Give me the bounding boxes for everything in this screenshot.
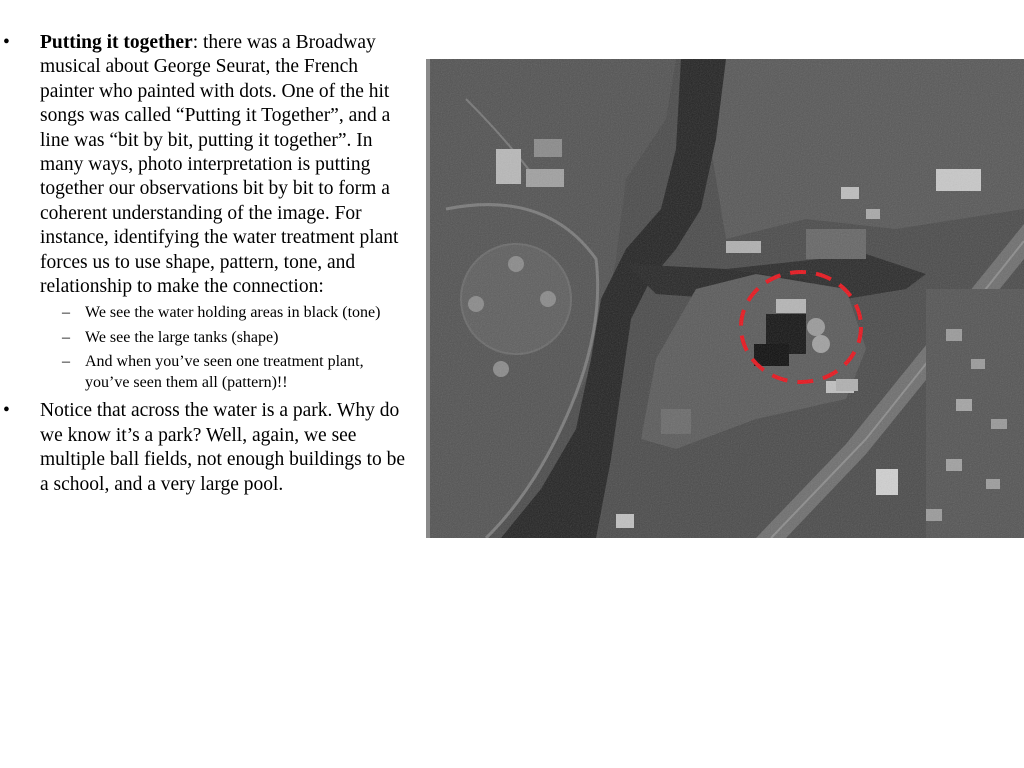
bullet-text: Notice that across the water is a park. Why do we know it’s a park? Well, again, we see multiple ball fields, not enough buildings to be a school, and a very large pool. bbox=[40, 400, 406, 495]
sub-bullet-item bbox=[40, 352, 410, 393]
bullet-marker: • bbox=[3, 400, 10, 422]
bullet-heading: Putting it together bbox=[40, 32, 193, 53]
sub-bullet-text: We see the water holding areas in black (tone) bbox=[85, 304, 381, 322]
dash-marker: – bbox=[62, 328, 70, 346]
sub-bullet-item bbox=[40, 303, 410, 324]
sub-bullet-list bbox=[40, 303, 410, 393]
sub-bullet-item bbox=[40, 328, 410, 349]
bullet-item bbox=[0, 31, 410, 393]
sub-bullet-text: We see the large tanks (shape) bbox=[85, 328, 279, 346]
sub-bullet-text: And when you’ve seen one treatment plant, you’ve seen them all (pattern)!! bbox=[85, 353, 364, 391]
aerial-photo-graphic bbox=[426, 59, 1024, 538]
aerial-photo bbox=[426, 59, 1024, 538]
bullet-text: : there was a Broadway musical about George Seurat, the French painter who painted with dots. One of the hit songs was called “Putting it Together”, and a line was “bit by bit, putting it together”. In many ways, photo interpretation is putting together our observations bit by bit to form a coherent understanding of the image. For instance, identifying the water treatment plant forces us to use shape, pattern, tone, and relationship to make the connection: bbox=[40, 32, 399, 298]
text-column bbox=[0, 31, 410, 497]
dash-marker: – bbox=[62, 353, 70, 371]
bullet-marker: • bbox=[3, 32, 10, 53]
bullet-item bbox=[0, 399, 410, 497]
bullet-list bbox=[0, 31, 410, 497]
dash-marker: – bbox=[62, 304, 70, 322]
